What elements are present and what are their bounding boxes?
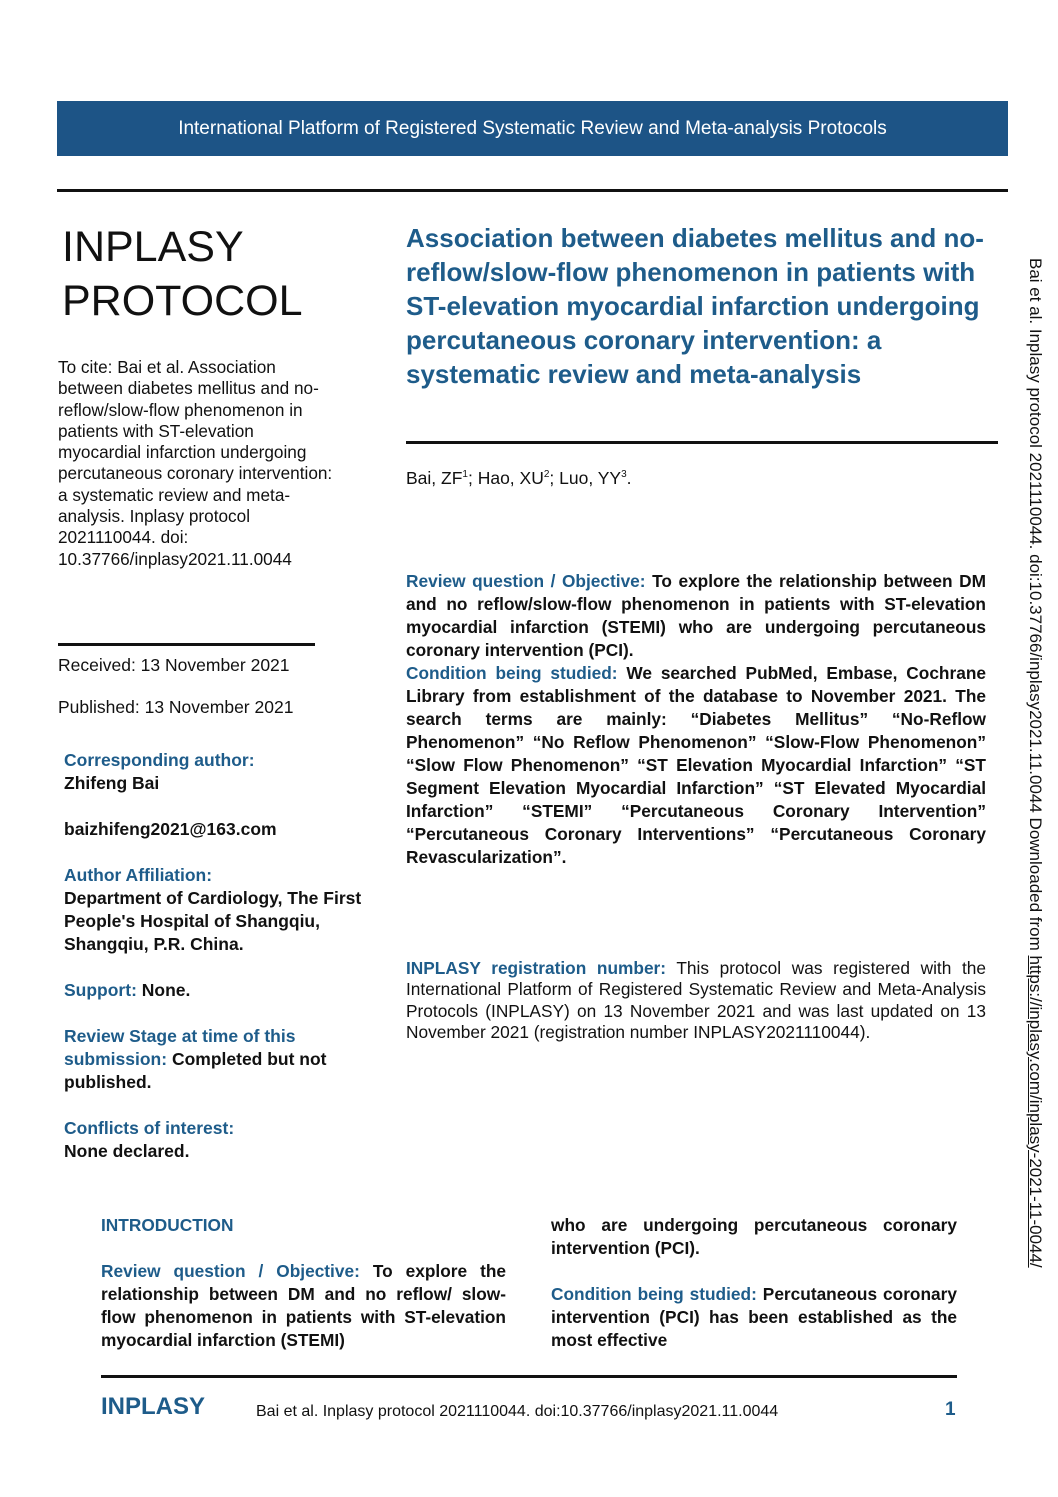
citation-rule — [58, 643, 315, 646]
review-stage — [64, 1025, 364, 1094]
conflicts-label: Conflicts of interest: — [64, 1118, 235, 1138]
affiliation-label: Author Affiliation: — [64, 865, 213, 885]
support-label: Support: — [64, 980, 137, 1000]
page-number: 1 — [945, 1399, 956, 1420]
protocol-brand — [62, 220, 303, 328]
paper-title: Association between diabetes mellitus and no-reflow/slow-flow phenomenon in patients with ST-elevation myocardial infarction undergoing percutaneous coronary intervention: a systematic review and meta-analysis — [406, 223, 984, 389]
introduction-right-column — [551, 1214, 957, 1352]
author-1: Bai, ZF — [406, 468, 463, 488]
download-link[interactable]: https://inplasy.com/inplasy-2021-11-0044/ — [1026, 955, 1045, 1268]
corresponding-label: Corresponding author: — [64, 750, 255, 770]
affiliation — [64, 864, 364, 956]
corresponding-author — [64, 749, 364, 795]
author-sidebar — [64, 749, 364, 1186]
author-email[interactable]: baizhifeng2021@163.com — [64, 819, 277, 839]
brand-line-2: PROTOCOL — [62, 277, 303, 325]
registration-label: INPLASY registration number: — [406, 958, 667, 978]
registration-statement — [406, 958, 986, 1043]
citation: To cite: Bai et al. Association between diabetes mellitus and no-reflow/slow-flow phenomenon in patients with ST-elevation myocardial infarction undergoing percutaneous coronary intervention: a systematic review and meta-analysis. Inplasy protocol 2021110044. doi: 10.37766/inplasy2021.11.0044 — [58, 357, 333, 569]
journal-banner: International Platform of Registered Systematic Review and Meta-analysis Protocols — [57, 101, 1008, 156]
intro-condition — [551, 1283, 957, 1352]
intro-question-label: Review question / Objective: — [101, 1261, 360, 1281]
intro-question-continued: who are undergoing percutaneous coronary intervention (PCI). — [551, 1215, 957, 1258]
header-rule — [57, 189, 1008, 192]
support — [64, 979, 364, 1002]
abstract-condition-text: We searched PubMed, Embase, Cochrane Library from establishment of the database to November 2021. The search terms are mainly: “Diabetes Mellitus” “No-Reflow Phenomenon” “No Reflow Phenomenon” “Slow-Flow Phenomenon” “Slow Flow Phenomenon” “ST Elevation Myocardial Infarction” “ST Segment Elevation Myocardial Infarction” “ST Elevated Myocardial Infarction” “STEMI” “Percutaneous Coronary Intervention” “Percutaneous Coronary Interventions” “Percutaneous Coronary Revascularization”. — [406, 663, 986, 867]
received-date: Received: 13 November 2021 — [58, 655, 290, 675]
title-rule — [406, 441, 998, 444]
registration-text: This protocol was registered with the International Platform of Registered Systematic Review and Meta-Analysis Protocols (INPLASY) on 13 November 2021 and was last updated on 13 November 2021 (registration number INPLASY2021110044). — [406, 958, 986, 1042]
support-text: None. — [136, 980, 191, 1000]
brand-line-1: INPLASY — [62, 223, 244, 271]
author-3-sup: 3 — [621, 469, 627, 481]
intro-question-text: To explore the relationship between DM and no reflow/ slow-flow phenomenon in patients with ST-elevation myocardial infarction (STEMI) — [101, 1261, 506, 1350]
corresponding-name: Zhifeng Bai — [64, 773, 160, 793]
introduction-left-column — [101, 1214, 506, 1352]
intro-condition-label: Condition being studied: — [551, 1284, 757, 1304]
author-end: . — [626, 468, 632, 488]
author-1-sup: 1 — [462, 469, 468, 481]
conflicts-text: None declared. — [64, 1141, 190, 1161]
download-watermark — [1025, 258, 1045, 1388]
stage-label: Review Stage at time of this submission: — [64, 1026, 296, 1069]
footer-brand: INPLASY — [101, 1393, 206, 1420]
abstract-question-label: Review question / Objective: — [406, 571, 646, 591]
author-2-sup: 2 — [543, 469, 550, 481]
abstract-question-text: To explore the relationship between DM and no reflow/slow-flow phenomenon in patients with ST-elevation myocardial infarction (STEMI) who are undergoing percutaneous coronary intervention (PCI). — [406, 571, 986, 660]
abstract-question — [406, 570, 986, 662]
footer-rule — [101, 1375, 957, 1378]
footer-citation: Bai et al. Inplasy protocol 2021110044. doi:10.37766/inplasy2021.11.0044 — [256, 1403, 779, 1420]
abstract-condition-label: Condition being studied: — [406, 663, 618, 683]
conflicts — [64, 1117, 364, 1163]
affiliation-text: Department of Cardiology, The First People's Hospital of Shangqiu, Shangqiu, P.R. China. — [64, 888, 362, 954]
author-2: ; Hao, XU — [467, 468, 544, 488]
author-3: ; Luo, YY — [549, 468, 622, 488]
download-text: Bai et al. Inplasy protocol 2021110044. doi:10.37766/inplasy2021.11.0044 Downloaded from — [1026, 258, 1045, 956]
author-list — [406, 468, 632, 489]
published-date: Published: 13 November 2021 — [58, 697, 294, 717]
stage-text: Completed but not published. — [64, 1049, 327, 1092]
intro-condition-text: Percutaneous coronary intervention (PCI) has been established as the most effective — [551, 1284, 957, 1350]
abstract — [406, 570, 986, 869]
introduction-heading: INTRODUCTION — [101, 1215, 234, 1235]
abstract-condition — [406, 662, 986, 869]
intro-question — [101, 1260, 506, 1352]
